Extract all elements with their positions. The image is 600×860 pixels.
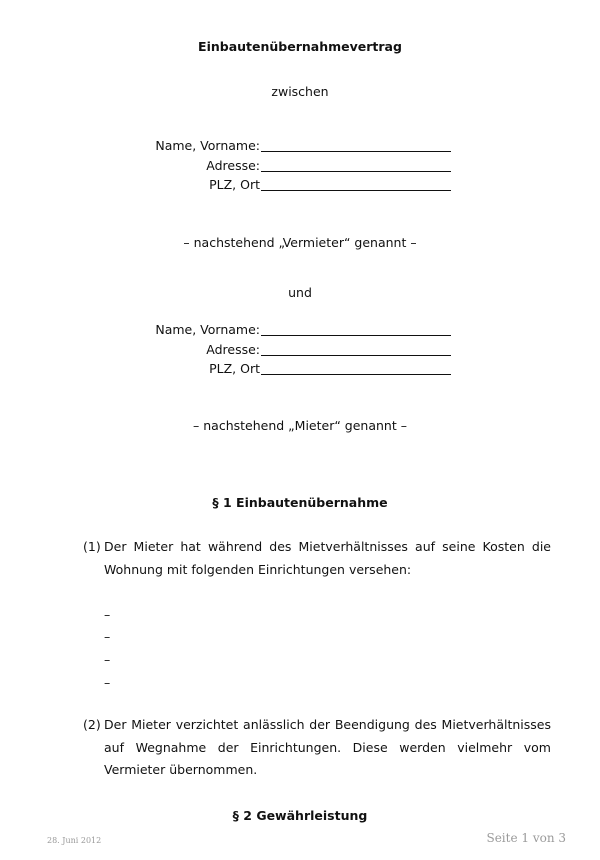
tenant-designation bbox=[0, 418, 600, 433]
paragraph-2-text: Der Mieter verzichtet anlässlich der Beendigung des Mietverhältnisses auf Wegnahme der Einrichtungen. Diese werden vielmehr vom Vermieter übernommen. bbox=[104, 717, 551, 777]
section1-paragraph-2 bbox=[83, 714, 551, 782]
party1-city-row bbox=[0, 177, 600, 195]
party1-address-line bbox=[261, 171, 451, 172]
party2-city-row bbox=[0, 361, 600, 379]
party1-city-label: PLZ, Ort bbox=[209, 177, 260, 192]
section1-paragraph-1 bbox=[83, 536, 551, 581]
party2-address-row bbox=[0, 342, 600, 360]
party2-address-label: Adresse: bbox=[206, 342, 260, 357]
footer-date: 28. Juni 2012 bbox=[47, 836, 102, 845]
list-item-1: – bbox=[104, 607, 111, 622]
paragraph-1-text: Der Mieter hat während des Mietverhältnisses auf seine Kosten die Wohnung mit folgenden Einrichtungen versehen: bbox=[104, 539, 551, 577]
party2-name-label: Name, Vorname: bbox=[155, 322, 260, 337]
and-text: und bbox=[288, 285, 312, 300]
paragraph-1-number: (1) bbox=[83, 539, 101, 554]
between-text: zwischen bbox=[271, 84, 329, 99]
list-item-4: – bbox=[104, 675, 111, 690]
party2-name-row bbox=[0, 322, 600, 340]
party2-city-line bbox=[261, 374, 451, 375]
landlord-designation bbox=[0, 235, 600, 250]
party1-name-label: Name, Vorname: bbox=[155, 138, 260, 153]
section2-heading: § 2 Gewährleistung bbox=[232, 808, 368, 823]
party1-name-row bbox=[0, 138, 600, 156]
party1-address-row bbox=[0, 158, 600, 176]
section1-heading: § 1 Einbautenübernahme bbox=[212, 495, 388, 510]
list-item-3: – bbox=[104, 652, 111, 667]
party1-address-label: Adresse: bbox=[206, 158, 260, 173]
document-title: Einbautenübernahmevertrag bbox=[198, 39, 402, 54]
tenant-designation-text: – nachstehend „Mieter“ genannt – bbox=[193, 418, 407, 433]
landlord-designation-text: – nachstehend „Vermieter“ genannt – bbox=[183, 235, 417, 250]
party2-address-line bbox=[261, 355, 451, 356]
party1-name-line bbox=[261, 151, 451, 152]
party1-city-line bbox=[261, 190, 451, 191]
list-item-2: – bbox=[104, 629, 111, 644]
party2-name-line bbox=[261, 335, 451, 336]
footer-page-number: Seite 1 von 3 bbox=[486, 831, 566, 845]
paragraph-2-number: (2) bbox=[83, 717, 101, 732]
party2-city-label: PLZ, Ort bbox=[209, 361, 260, 376]
